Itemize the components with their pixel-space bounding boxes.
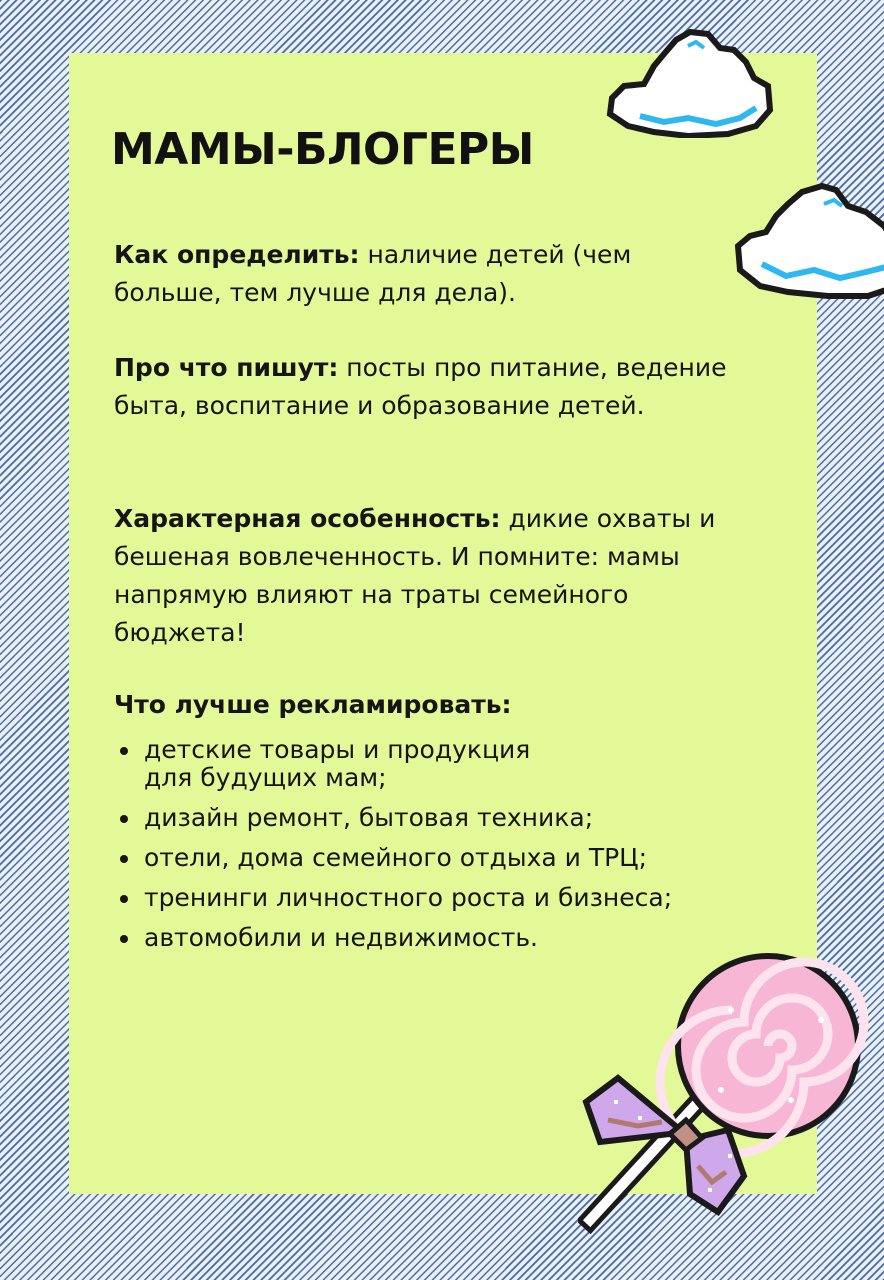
list-item-text: автомобили и недвижимость. bbox=[144, 923, 539, 952]
page-title: МАМЫ-БЛОГЕРЫ bbox=[111, 124, 534, 175]
list-heading: Что лучше рекламировать: bbox=[114, 690, 512, 719]
list-item-text: тренинги личностного роста и бизнеса; bbox=[144, 883, 673, 912]
list-item-text: детские товары и продукция для будущих мам; bbox=[144, 735, 531, 792]
list-item bbox=[117, 804, 757, 832]
bullet-icon bbox=[120, 855, 128, 863]
cloud-icon bbox=[604, 14, 776, 138]
section-label: Как определить: bbox=[114, 240, 360, 269]
section-text: наличие детей (чем больше, тем лучше для дела). bbox=[114, 240, 632, 307]
cloud-icon bbox=[732, 178, 884, 302]
section-how-to-identify bbox=[114, 236, 734, 312]
section-label: Про что пишут: bbox=[114, 353, 339, 382]
advertise-list bbox=[117, 736, 757, 964]
bullet-icon bbox=[120, 815, 128, 823]
list-item-text: отели, дома семейного отдыха и ТРЦ; bbox=[144, 843, 648, 872]
section-text: дикие охваты и бешеная вовлеченность. И помните: мамы напрямую влияют на траты семейного бюджета! bbox=[114, 504, 716, 647]
section-topics bbox=[114, 349, 764, 425]
bullet-icon bbox=[120, 935, 128, 943]
lollipop-icon bbox=[578, 950, 874, 1240]
list-item bbox=[117, 736, 584, 792]
list-item bbox=[117, 884, 757, 912]
section-text: посты про питание, ведение быта, воспитание и образование детей. bbox=[114, 353, 727, 420]
list-item bbox=[117, 924, 757, 952]
list-item-text: дизайн ремонт, бытовая техника; bbox=[144, 803, 594, 832]
bullet-icon bbox=[120, 747, 128, 755]
list-item bbox=[117, 844, 757, 872]
section-feature bbox=[114, 500, 764, 652]
bullet-icon bbox=[120, 895, 128, 903]
section-label: Характерная особенность: bbox=[114, 504, 501, 533]
